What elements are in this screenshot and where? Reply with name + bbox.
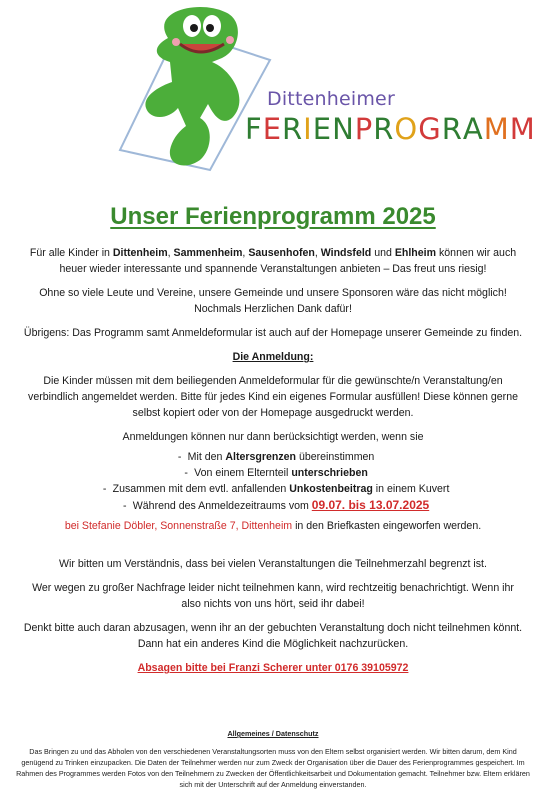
footer-heading: Allgemeines / Datenschutz xyxy=(227,729,319,738)
notes-paragraph-2: Wer wegen zu großer Nachfrage leider nicht teilnehmen kann, wird rechtzeitig benachrichtigt. Wenn ihr also nichts von uns hört, seid ihr dabei! xyxy=(32,582,514,610)
logo-letter: N xyxy=(332,112,355,146)
logo-letter: R xyxy=(441,112,463,146)
main-content xyxy=(22,245,524,684)
requirements-list xyxy=(22,449,524,514)
cancel-contact: Absagen bitte bei Franzi Scherer unter 0176 39105972 xyxy=(137,662,409,674)
list-item: - Während des Anmeldezeitraums vom 09.07. bis 13.07.2025 xyxy=(123,498,430,512)
logo-letter: E xyxy=(262,112,283,146)
list-item: - Zusammen mit dem evtl. anfallenden Unkostenbeitrag in einem Kuvert xyxy=(102,483,450,495)
registration-paragraph-1: Die Kinder müssen mit dem beiliegenden Anmeldeformular für die gewünschte/n Veranstaltung/en verbindlich angemeldet werden. Bitte für jedes Kind ein eigenes Formular ausfüllen! Diese können gerne selbst kopiert oder von der Homepage ausgedruckt werden. xyxy=(28,375,518,419)
logo-letter: A xyxy=(462,112,484,146)
logo-letter: G xyxy=(418,112,442,146)
intro-paragraph-3: Übrigens: Das Programm samt Anmeldeformular ist auch auf der Homepage unserer Gemeinde zu finden. xyxy=(23,327,523,339)
list-item: - Von einem Elternteil unterschrieben xyxy=(184,467,368,479)
registration-paragraph-2: Anmeldungen können nur dann berücksichtigt werden, wenn sie xyxy=(122,431,424,443)
intro-paragraph-1: Für alle Kinder in Dittenheim, Sammenheim, Sausenhofen, Windsfeld und Ehlheim können wir auch heuer wieder interessante und spannende Veranstaltungen anbieten – Das freut uns riesig! xyxy=(29,247,517,275)
intro-paragraph-2: Ohne so viele Leute und Vereine, unsere Gemeinde und unsere Sponsoren wäre das nicht möglich! Nochmals Herzlichen Dank dafür! xyxy=(39,287,507,315)
logo-wordmark xyxy=(245,112,536,146)
notes-paragraph-1: Wir bitten um Verständnis, dass bei vielen Veranstaltungen die Teilnehmerzahl begrenzt ist. xyxy=(59,558,487,570)
logo-letter: M xyxy=(483,112,510,146)
logo-subtitle: Dittenheimer xyxy=(267,88,395,110)
list-item: - Mit den Altersgrenzen übereinstimmen xyxy=(177,451,375,463)
registration-heading: Die Anmeldung: xyxy=(232,351,314,363)
logo-letter: I xyxy=(303,112,313,146)
logo-letter: E xyxy=(312,112,333,146)
logo-letter: P xyxy=(354,112,374,146)
page-title: Unser Ferienprogramm 2025 xyxy=(110,203,436,230)
logo-letter: O xyxy=(394,112,419,146)
drop-off-line: bei Stefanie Döbler, Sonnenstraße 7, Dittenheim in den Briefkasten eingeworfen werden. xyxy=(64,520,482,532)
logo-letter: M xyxy=(509,112,536,146)
notes-paragraph-3: Denkt bitte auch daran abzusagen, wenn ihr an der gebuchten Veranstaltung doch nicht teilnehmen könnt. Dann hat ein anderes Kind die Möglichkeit nachzurücken. xyxy=(23,622,523,650)
logo-letter: R xyxy=(282,112,304,146)
logo-letter: R xyxy=(373,112,395,146)
logo xyxy=(0,0,546,190)
logo-letter: F xyxy=(245,112,263,146)
footer-text: Das Bringen zu und das Abholen von den verschiedenen Veranstaltungsorten muss von den Eltern selbst organisiert werden. Wir bitten darum, dem Kind genügend zu Trinken einzupacken. Die Daten der Teilnehmer werden nur zum Zweck der Organisation über die Dauer des Ferienprogrammes gespeichert. Im Rahmen des Programmes werden Fotos von den Teilnehmern zu Zwecken der Öffentlichkeitsarbeit und Dokumentation gemacht. Teilnehmer bzw. Eltern erklären sich mit der Unterschrift auf der Anmeldung einverstanden. xyxy=(16,747,530,789)
footer xyxy=(14,728,532,790)
